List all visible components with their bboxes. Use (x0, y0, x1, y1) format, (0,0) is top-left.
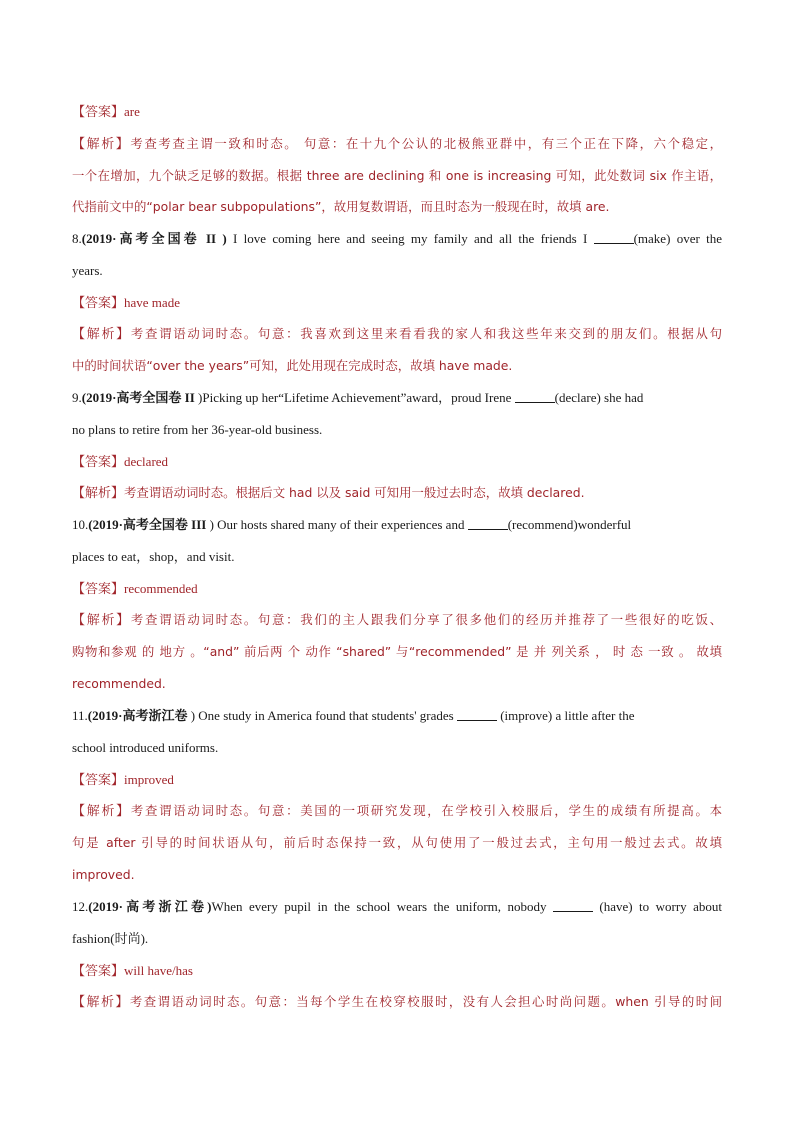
question-number: 12. (72, 899, 89, 914)
question-text: (improve) a little after the (496, 708, 635, 723)
answer-label: 【答案】 (72, 581, 125, 597)
answer-blank (468, 517, 508, 530)
question-line (72, 700, 722, 732)
analysis-text: 考查考查主谓一致和时态。 句意：在十九个公认的北极熊亚群中，有三个正在下降，六个稳定， (130, 135, 722, 151)
answer-line (72, 764, 722, 796)
answer-text: will have/has (124, 962, 193, 978)
question-text: (have) to worry about (592, 899, 722, 914)
analysis-line (72, 318, 722, 350)
analysis-line: improved. (72, 866, 135, 882)
question-text: I love coming here and seeing my family and all the friends I (226, 231, 594, 246)
analysis-label: 【解析】 (72, 327, 131, 343)
item-10 (72, 509, 722, 700)
answer-blank (515, 390, 555, 403)
analysis-label: 【解析】 (72, 486, 125, 502)
question-line: years. (72, 262, 103, 278)
question-source: (2019·高考浙江卷) (88, 899, 212, 914)
answer-text: have made (124, 294, 180, 310)
question-text: ) One study in America found that students' grades (187, 708, 457, 723)
question-number: 9. (72, 390, 82, 405)
analysis-line: 句是 after 引导的时间状语从句，前后时态保持一致，从句使用了一般过去式，主句用一般过去式。故填 (72, 835, 722, 851)
question-number: 11. (72, 708, 88, 723)
analysis-line (72, 604, 722, 636)
analysis-text: 考查谓语动词时态。句意：我们的主人跟我们分享了很多他们的经历并推荐了一些很好的吃饭、 (130, 612, 722, 628)
analysis-line (72, 128, 722, 160)
question-line: fashion(时尚). (72, 930, 149, 946)
item-12 (72, 891, 722, 1018)
analysis-line: 购物和参观 的 地方 。“and” 前后两 个 动作 “shared” 与“recommended” 是 并 列关系 ， 时 态 一致 。 故填 (72, 644, 722, 660)
analysis-label: 【解析】 (72, 136, 131, 152)
analysis-label: 【解析】 (72, 995, 130, 1011)
answer-blank (457, 708, 497, 721)
analysis-line (72, 795, 722, 827)
question-text: (declare) she had (554, 390, 644, 405)
analysis-line: recommended. (72, 675, 166, 691)
analysis-line: 代指前文中的“polar bear subpopulations”，故用复数谓语，而且时态为一般现在时，故填 are. (72, 199, 610, 215)
answer-line (72, 955, 722, 987)
question-line (72, 382, 722, 414)
analysis-text: 考查谓语动词时态。句意：美国的一项研究发现，在学校引入校服后，学生的成绩有所提高。本 (130, 803, 722, 819)
item-11 (72, 700, 722, 891)
answer-line (72, 96, 722, 128)
analysis-line (72, 986, 722, 1018)
question-line: no plans to retire from her 36-year-old business. (72, 421, 323, 437)
answer-label: 【答案】 (72, 454, 125, 470)
answer-label: 【答案】 (72, 772, 125, 788)
question-line: places to eat，shop，and visit. (72, 548, 235, 564)
question-text: (make) over the (633, 231, 722, 246)
question-text: ) Our hosts shared many of their experiences and (206, 517, 468, 532)
analysis-line (72, 477, 722, 509)
analysis-text: 考查谓语动词时态。句意：我喜欢到这里来看看我的家人和我这些年来交到的朋友们。根据从句 (130, 326, 722, 342)
item-7 (72, 96, 722, 223)
item-9 (72, 382, 722, 509)
analysis-text: 考查谓语动词时态。句意：当每个学生在校穿校服时，没有人会担心时尚问题。when 引导的时间 (129, 994, 722, 1010)
answer-text: declared (124, 453, 169, 469)
item-8 (72, 223, 722, 382)
question-line: school introduced uniforms. (72, 739, 219, 755)
answer-line (72, 573, 722, 605)
answer-label: 【答案】 (72, 105, 125, 120)
answer-label: 【答案】 (72, 963, 125, 979)
answer-blank (553, 899, 593, 912)
question-text: When every pupil in the school wears the uniform, nobody (211, 899, 553, 914)
analysis-line: 中的时间状语“over the years”可知，此处用现在完成时态，故填 have made. (72, 358, 513, 374)
question-line (72, 891, 722, 923)
question-source: (2019·高考浙江卷 (87, 708, 188, 723)
analysis-label: 【解析】 (72, 804, 131, 820)
question-number: 8. (72, 231, 82, 246)
question-text: (recommend)wonderful (507, 517, 632, 532)
answer-label: 【答案】 (72, 295, 125, 311)
question-source: (2019·高考全国卷 II ) (81, 231, 227, 246)
question-source: (2019·高考全国卷 III (88, 517, 207, 532)
question-line (72, 223, 722, 255)
analysis-line: 一个在增加，九个缺乏足够的数据。根据 three are declining 和 one is increasing 可知，此处数词 six 作主语， (72, 167, 722, 183)
analysis-text: 考查谓语动词时态。根据后文 had 以及 said 可知用一般过去时态，故填 declared. (124, 485, 585, 501)
answer-text: are (124, 104, 140, 119)
answer-text: recommended (124, 580, 198, 596)
question-line (72, 509, 722, 541)
answer-line (72, 446, 722, 478)
analysis-label: 【解析】 (72, 613, 131, 629)
question-text: )Picking up her“Lifetime Achievement”award，proud Irene (194, 390, 515, 405)
question-source: (2019·高考全国卷 II (81, 390, 195, 405)
answer-line (72, 287, 722, 319)
answer-text: improved (124, 771, 174, 787)
question-number: 10. (72, 517, 89, 532)
answer-blank (594, 231, 634, 244)
